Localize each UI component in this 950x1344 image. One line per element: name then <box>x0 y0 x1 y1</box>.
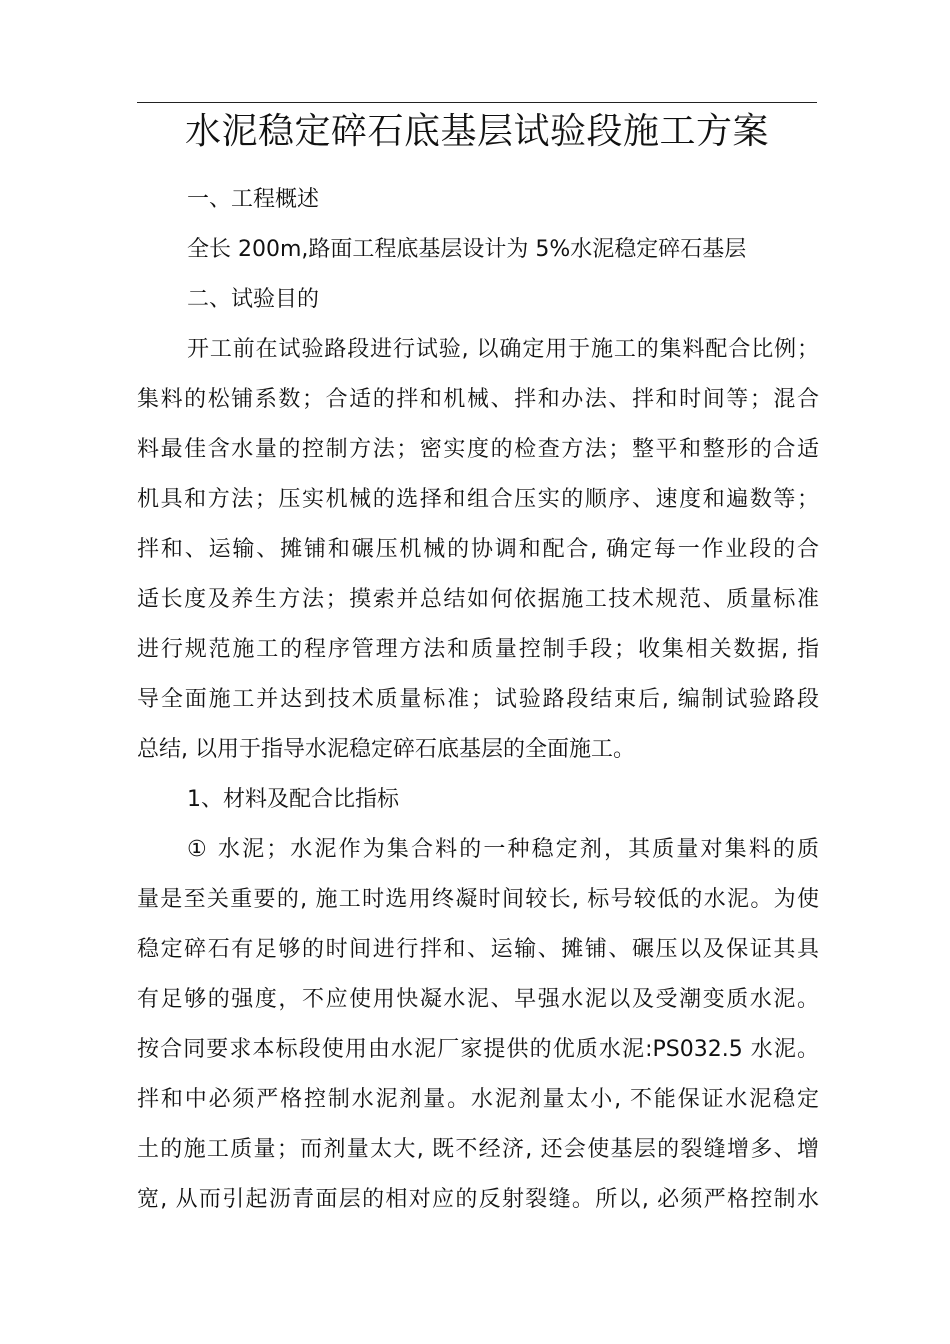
paragraph-overview <box>137 225 819 275</box>
paragraph-cement <box>137 825 819 1225</box>
text-line: 量是至关重要的, 施工时选用终凝时间较长, 标号较低的水泥。为使 <box>137 887 819 912</box>
text-line: 总结, 以用于指导水泥稳定碎石底基层的全面施工。 <box>137 737 635 762</box>
text-line: 一、工程概述 <box>187 187 320 212</box>
text-line: 拌和、运输、摊铺和碾压机械的协调和配合, 确定每一作业段的合 <box>137 537 819 562</box>
text-line: 开工前在试验路段进行试验, 以确定用于施工的集料配合比例； <box>187 337 819 362</box>
text-line: 适长度及养生方法；摸索并总结如何依据施工技术规范、质量标准 <box>137 587 819 612</box>
document-body <box>137 175 819 1225</box>
text-line: 土的施工质量；而剂量太大, 既不经济, 还会使基层的裂缝增多、增 <box>137 1137 819 1162</box>
text-line: 有足够的强度，不应使用快凝水泥、早强水泥以及受潮变质水泥。 <box>137 987 819 1012</box>
text-line: ① 水泥；水泥作为集合料的一种稳定剂，其质量对集料的质 <box>187 837 819 862</box>
section-heading-purpose <box>137 275 819 325</box>
text-line: 料最佳含水量的控制方法；密实度的检查方法；整平和整形的合适 <box>137 437 819 462</box>
text-line: 1、材料及配合比指标 <box>187 787 399 812</box>
text-line: 按合同要求本标段使用由水泥厂家提供的优质水泥:PS032.5 水泥。 <box>137 1037 819 1062</box>
text-line: 拌和中必须严格控制水泥剂量。水泥剂量太小, 不能保证水泥稳定 <box>137 1087 819 1112</box>
subsection-heading-materials <box>137 775 819 825</box>
text-line: 进行规范施工的程序管理方法和质量控制手段；收集相关数据, 指 <box>137 637 819 662</box>
text-line: 稳定碎石有足够的时间进行拌和、运输、摊铺、碾压以及保证其具 <box>137 937 819 962</box>
section-heading-overview <box>137 175 819 225</box>
text-line: 宽, 从而引起沥青面层的相对应的反射裂缝。所以, 必须严格控制水 <box>137 1187 819 1212</box>
paragraph-purpose <box>137 325 819 775</box>
text-line: 机具和方法；压实机械的选择和组合压实的顺序、速度和遍数等； <box>137 487 819 512</box>
text-line: 导全面施工并达到技术质量标准；试验路段结束后, 编制试验路段 <box>137 687 819 712</box>
text-line: 全长 200m,路面工程底基层设计为 5%水泥稳定碎石基层 <box>187 237 747 262</box>
text-line: 二、试验目的 <box>187 287 320 312</box>
header-rule <box>137 102 817 103</box>
text-line: 集料的松铺系数；合适的拌和机械、拌和办法、拌和时间等；混合 <box>137 387 819 412</box>
document-title: 水泥稳定碎石底基层试验段施工方案 <box>184 111 769 152</box>
